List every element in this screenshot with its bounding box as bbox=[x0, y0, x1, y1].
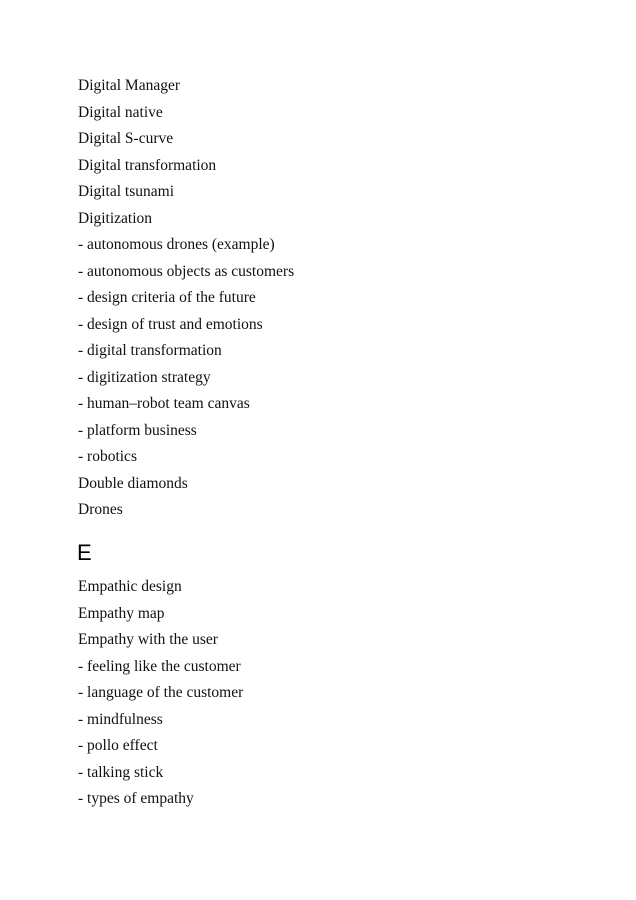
index-entry: Digital S-curve bbox=[78, 130, 174, 147]
section-letter-heading: E bbox=[77, 540, 92, 565]
index-entry: Empathy with the user bbox=[78, 631, 218, 648]
index-subentry: - design criteria of the future bbox=[78, 289, 256, 306]
index-entry: Digital Manager bbox=[78, 77, 181, 94]
index-subentry: - autonomous objects as customers bbox=[78, 262, 295, 280]
index-subentry: - design of trust and emotions bbox=[78, 315, 263, 333]
index-subentry: - human–robot team canvas bbox=[78, 395, 250, 412]
index-subentry: - types of empathy bbox=[78, 790, 194, 807]
index-subentry: - robotics bbox=[78, 448, 137, 465]
index-entry: Double diamonds bbox=[78, 474, 188, 492]
index-subentry: - platform business bbox=[78, 421, 197, 439]
index-subentry: - mindfulness bbox=[78, 710, 163, 728]
index-subentry: - pollo effect bbox=[78, 737, 158, 754]
index-entry: Digitization bbox=[78, 209, 153, 227]
index-entry: Digital native bbox=[78, 103, 163, 121]
index-subentry: - autonomous drones (example) bbox=[78, 236, 275, 253]
index-entry: Empathic design bbox=[78, 578, 182, 595]
index-entry: Empathy map bbox=[78, 604, 165, 622]
index-entry: Drones bbox=[78, 501, 123, 518]
index-entries-d bbox=[78, 73, 294, 524]
index-subentry: - talking stick bbox=[78, 763, 164, 781]
index-subentry: - digital transformation bbox=[78, 342, 222, 359]
index-entry: Digital tsunami bbox=[78, 183, 175, 200]
index-subentry: - digitization strategy bbox=[78, 368, 211, 386]
index-subentry: - language of the customer bbox=[78, 684, 244, 701]
index-subentry: - feeling like the customer bbox=[78, 657, 241, 675]
index-entry: Digital transformation bbox=[78, 156, 217, 174]
index-entries-e bbox=[78, 574, 243, 813]
